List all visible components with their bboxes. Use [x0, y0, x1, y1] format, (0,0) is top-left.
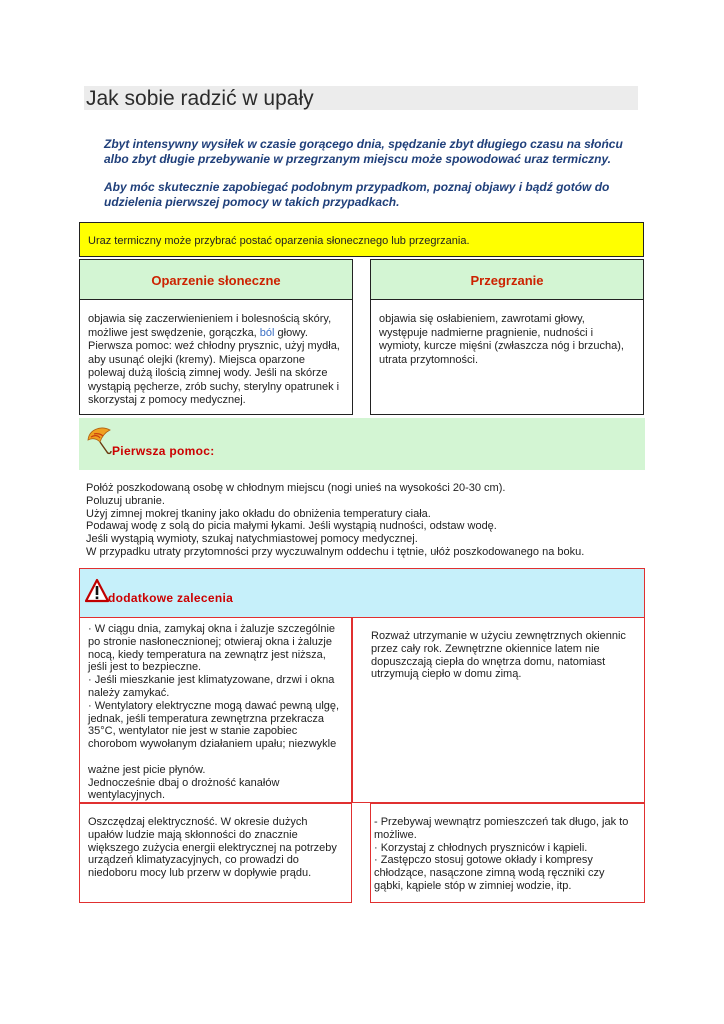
first-aid-step: W przypadku utraty przytomności przy wyczuwalnym oddechu i tętnie, ułóż poszkodowanego na boku.	[86, 545, 585, 558]
advice-line: jednak, jeśli temperatura zewnętrzna przekracza	[88, 712, 325, 725]
advice-line: 35°C, wentylator nie jest w stanie zapobiec	[88, 725, 298, 738]
sunburn-description	[79, 299, 353, 415]
first-aid-step: Jeśli wystąpią wymioty, szukaj natychmiastowej pomocy medycznej.	[86, 533, 418, 546]
first-aid-step: Podawaj wodę z solą do picia małymi łykami. Jeśli wystąpią nudności, odstaw wodę.	[86, 520, 497, 533]
advice-line: · Korzystaj z chłodnych pryszniców i kąpieli.	[374, 841, 588, 854]
advice-line: wentylacyjnych.	[88, 789, 166, 802]
advice-line: · Jeśli mieszkanie jest klimatyzowane, drzwi i okna	[88, 674, 335, 687]
advice-line: gąbki, kąpiele stóp w zimniej wodzie, itp.	[374, 879, 572, 892]
page-title: Jak sobie radzić w upały	[86, 87, 314, 110]
advice-cooling	[370, 803, 645, 903]
advice-line: · Zastępczo stosuj gotowe okłady i kompresy	[374, 854, 593, 867]
umbrella-icon	[86, 424, 114, 456]
extra-advice-title: dodatkowe zalecenia	[108, 591, 234, 605]
advice-line	[88, 751, 343, 764]
sunburn-header: Oparzenie słoneczne	[79, 259, 353, 299]
advice-line: Jednocześnie dbaj o drożność kanałów	[88, 776, 280, 789]
first-aid-step: Użyj zimnej mokrej tkaniny jako okładu do obniżenia temperatury ciała.	[86, 507, 431, 520]
advice-line: ważne jest picie płynów.	[88, 763, 206, 776]
sunburn-text-start: objawia się zaczerwienieniem i bolesnością skóry, możliwe jest swędzenie, gorączka,	[88, 313, 332, 339]
heat-injury-banner: Uraz termiczny może przybrać postać oparzenia słonecznego lub przegrzania.	[79, 222, 644, 257]
first-aid-steps	[86, 482, 646, 559]
advice-electricity	[79, 803, 352, 903]
overheating-text: objawia się osłabieniem, zawrotami głowy, występuje nadmierne pragnienie, nudności i wymioty, kurcze mięśni (zwłaszcza nóg i brzucha), utrata przytomności.	[379, 313, 624, 366]
advice-line: - Przebywaj wewnątrz pomieszczeń tak długo, jak to	[374, 816, 629, 828]
advice-line: chorobom wywołanym działaniem upału; niezwykle	[88, 738, 337, 751]
advice-shutters	[352, 617, 645, 803]
overheating-header: Przegrzanie	[370, 259, 644, 299]
advice-line: chłodzące, nasączone zimną wodą ręczniki czy	[374, 867, 605, 880]
intro-paragraph-2: Aby móc skutecznie zapobiegać podobnym przypadkom, poznaj objawy i bądź gotów do udzielenia pierwszej pomocy w takich przypadkach.	[104, 180, 610, 209]
advice-line: · Wentylatory elektryczne mogą dawać pewną ulgę,	[88, 699, 340, 712]
intro-paragraph-1: Zbyt intensywny wysiłek w czasie gorącego dnia, spędzanie zbyt długiego czasu na słońcu albo zbyt długie przebywanie w przegrzanym miejscu może spowodować uraz termiczny.	[104, 137, 623, 166]
warning-icon	[85, 578, 109, 604]
advice-line: jeśli jest to bezpieczne.	[88, 661, 202, 674]
advice-line: nocą, kiedy temperatura na zewnątrz jest niższa,	[88, 648, 326, 661]
advice-line: · W ciągu dnia, zamykaj okna i żaluzje szczególnie	[88, 623, 336, 635]
sunburn-text-end: głowy. Pierwsza pomoc: weź chłodny prysznic, użyj mydła, aby usunąć olejki (kremy). Miejsca oparzone polewaj dużą ilością zimnej wody. Jeśli na skórze wystąpią pęcherze, zrób suchy, sterylny opatrunek i skorzystaj z pomocy medycznej.	[88, 326, 340, 406]
advice-electricity-text: Oszczędzaj elektryczność. W okresie dużych upałów ludzie mają skłonności do znacznie większego zużycia energii elektrycznej na potrzeby urządzeń klimatyzacyjnych, co prowadzi do niedoboru mocy lub przerw w dopływie prądu.	[88, 816, 337, 880]
pain-link[interactable]: ból	[259, 326, 275, 339]
advice-line: po stronie nasłonecznionej; otwieraj okna i żaluzje	[88, 635, 332, 648]
overheating-description	[370, 299, 644, 415]
advice-line: możliwe.	[374, 828, 417, 841]
first-aid-step: Poluzuj ubranie.	[86, 494, 165, 507]
first-aid-step: Połóż poszkodowaną osobę w chłodnym miejscu (nogi unieś na wysokości 20-30 cm).	[86, 482, 506, 494]
advice-windows	[79, 617, 352, 803]
advice-shutters-text: Rozważ utrzymanie w użyciu zewnętrznych okiennic przez cały rok. Zewnętrzne okiennice latem nie dopuszczają ciepła do wnętrza domu, natomiast utrzymują ciepło w domu zimą.	[371, 630, 626, 681]
advice-line: należy zamykać.	[88, 686, 170, 699]
first-aid-title: Pierwsza pomoc:	[112, 444, 215, 458]
